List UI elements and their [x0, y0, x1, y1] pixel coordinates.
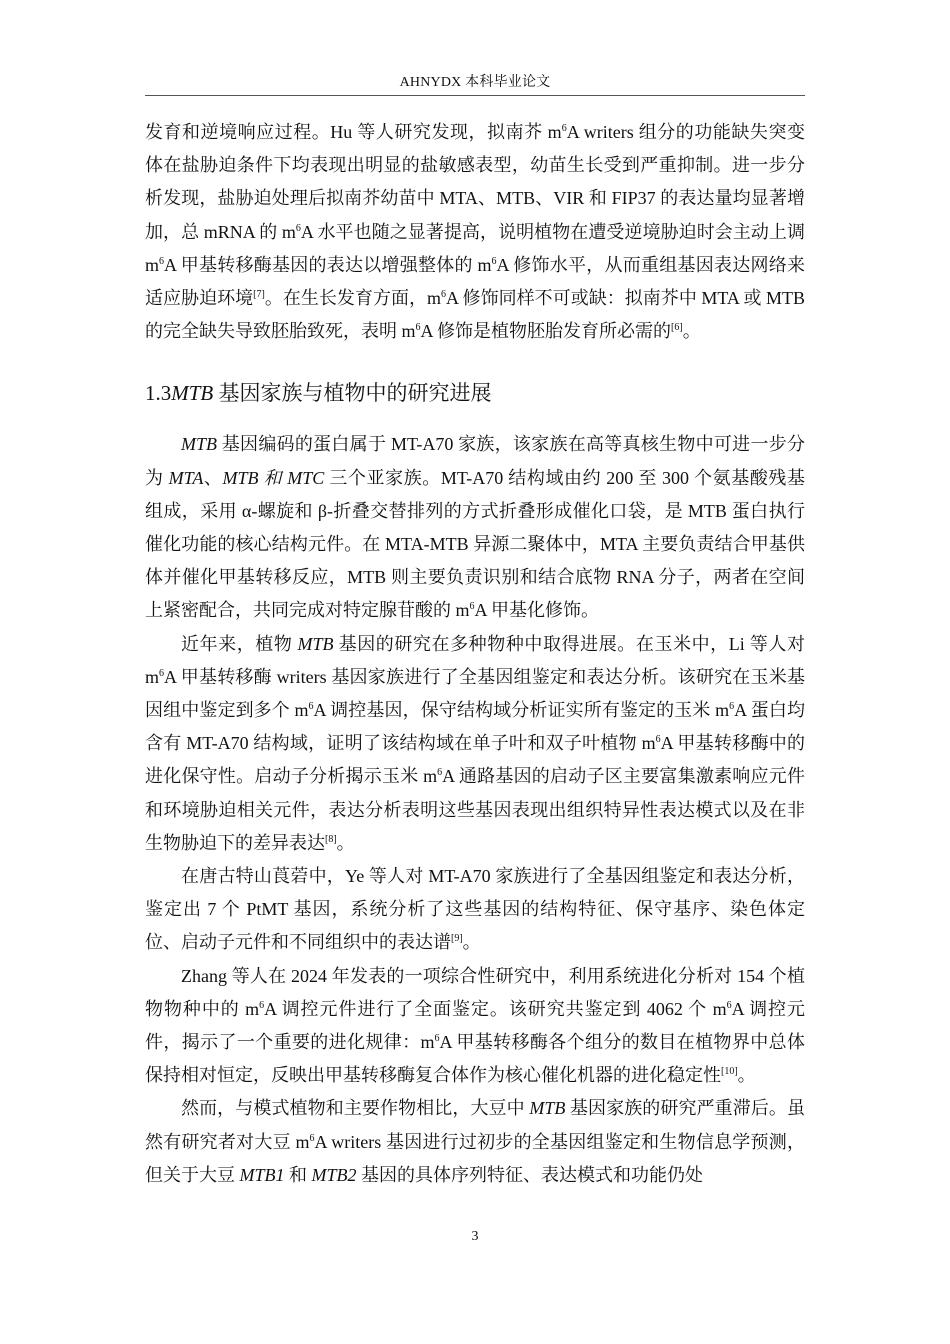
text-run: 基因的具体序列特征、表达模式和功能仍处	[356, 1164, 703, 1185]
text-run: 和	[284, 1164, 312, 1185]
italic-term: MTB 和 MTC	[222, 467, 325, 488]
superscript: 6	[159, 255, 165, 267]
running-header: AHNYDX 本科毕业论文	[399, 75, 551, 90]
text-run: 。在生长发育方面，m	[264, 288, 442, 309]
italic-term: MTB	[529, 1098, 566, 1119]
superscript: 6	[491, 255, 497, 267]
italic-term: MTB	[181, 434, 217, 455]
text-run: 然而，与模式植物和主要作物相比，大豆中	[181, 1098, 530, 1119]
superscript: [8]	[325, 833, 337, 845]
superscript: 6	[159, 667, 165, 679]
italic-term: MTB	[171, 381, 214, 406]
section-heading	[145, 348, 805, 428]
superscript: 6	[441, 289, 447, 301]
text-run: 基因编码的蛋白属于 MT-A70 家族，该家族在高等真核生物中可进一步分为	[145, 434, 805, 488]
text-run: A 修饰是植物胚胎发育所必需的	[420, 321, 672, 342]
text-run: 近年来，植物	[181, 633, 298, 654]
text-run: A 甲基化修饰。	[474, 600, 600, 621]
superscript: 6	[434, 1033, 440, 1045]
text-run: 基因家族的研究严重滞后。虽然有研究者对大豆 m	[145, 1098, 806, 1152]
superscript: 6	[655, 734, 661, 746]
text-run: A 甲基转移酶中的进化保守性。启动子分析揭示玉米 m	[145, 733, 805, 787]
superscript: 6	[437, 767, 443, 779]
italic-term: MTB1	[239, 1164, 285, 1185]
text-run: A 修饰同样不可或缺：拟南芥中 MTA 或 MTB 的完全缺失导致胚胎致死，表明 m	[145, 288, 805, 342]
text-run: A 通路基因的启动子区主要富集激素响应元件和环境胁迫相关元件，表达分析表明这些基因表现出组织特异性表达模式以及在非生物胁迫下的差异表达	[145, 766, 805, 853]
text-run: A 调控元件进行了全面鉴定。该研究共鉴定到 4062 个 m	[264, 998, 727, 1019]
paragraph-p-tang	[145, 860, 805, 960]
text-run: A 修饰水平，从而重组基因表达网络来适应胁迫环境	[145, 254, 805, 309]
header-rule	[145, 95, 805, 96]
superscript: [7]	[253, 289, 265, 301]
text-run: 在唐古特山莨菪中，Ye 等人对 MT-A70 家族进行了全基因组鉴定和表达分析，鉴定出 7 个 PtMT 基因，系统分析了这些基因的结构特征、保守基序、染色体定位、启动子元件和不同组织中的表达谱	[145, 866, 805, 953]
superscript: [9]	[451, 933, 463, 945]
superscript: 6	[729, 701, 735, 713]
text-run: 。	[682, 321, 701, 342]
text-run: 。	[336, 832, 355, 853]
text-run: A 调控基因，保守结构域分析证实所有鉴定的玉米 m	[313, 700, 730, 721]
paragraph-p-continued	[145, 116, 805, 348]
paragraph-p-maize	[145, 628, 805, 860]
superscript: 6	[561, 123, 567, 134]
text-run: A 调控元件，揭示了一个重要的进化规律：m	[145, 998, 805, 1053]
text-run: 发育和逆境响应过程。Hu 等人研究发现，拟南芥 m	[145, 122, 562, 142]
text-run: A 甲基转移酶 writers 基因家族进行了全基因组鉴定和表达分析。该研究在玉米基因组中鉴定到多个 m	[145, 666, 805, 721]
superscript: [6]	[671, 322, 683, 334]
italic-term: MTB	[297, 633, 334, 654]
text-run: A 蛋白均含有 MT-A70 结构域，证明了该结构域在单子叶和双子叶植物 m	[145, 700, 805, 754]
superscript: [10]	[721, 1066, 738, 1078]
text-run: 。	[462, 932, 481, 953]
superscript: 6	[726, 999, 732, 1011]
italic-term: MTB2	[311, 1164, 357, 1185]
superscript: 6	[415, 322, 421, 334]
italic-term: MTA	[168, 467, 204, 488]
superscript: 6	[295, 222, 301, 234]
text-run: 基因的研究在多种物种中取得进展。在玉米中，Li 等人对 m	[145, 633, 805, 687]
text-run: 。	[737, 1065, 756, 1086]
superscript: 6	[308, 701, 314, 713]
text-run: A writers 基因进行过初步的全基因组鉴定和生物信息学预测，但关于大豆	[145, 1131, 805, 1185]
body-text	[145, 116, 805, 1192]
text-run: 基因家族与植物中的研究进展	[213, 381, 492, 406]
paragraph-p-zhang	[145, 960, 805, 1093]
text-run: A 甲基转移酶基因的表达以增强整体的 m	[164, 254, 492, 275]
superscript: 6	[309, 1132, 315, 1144]
page-number: 3	[471, 1229, 479, 1244]
superscript: 6	[469, 601, 475, 613]
text-run: 、	[203, 467, 223, 488]
text-run: A 甲基转移酶各个组分的数目在植物界中总体保持相对恒定，反映出甲基转移酶复合体作为核心催化机器的进化稳定性	[145, 1032, 805, 1086]
text-run: 三个亚家族。MT-A70 结构域由约 200 至 300 个氨基酸残基组成，采用 α-螺旋和 β-折叠交替排列的方式折叠形成催化口袋，是 MTB 蛋白执行催化功能的核心结构元件。在 MTA-MTB 异源二聚体中，MTA 主要负责结合甲基供体并催化甲基转移反应，MTB 则主要负责识别和结合底物 RNA 分子，两者在空间上紧密配合，共同完成对特定腺苷酸的 m	[145, 467, 806, 621]
text-run: Zhang 等人在 2024 年发表的一项综合性研究中，利用系统进化分析对 154 个植物物种中的 m	[145, 965, 805, 1019]
text-run: A writers 组分的功能缺失突变体在盐胁迫条件下均表现出明显的盐敏感表型，幼苗生长受到严重抑制。进一步分析发现，盐胁迫处理后拟南芥幼苗中 MTA、MTB、VIR 和 FIP37 的表达量均显著增加，总 mRNA 的 m	[145, 122, 805, 242]
text-run: A 水平也随之显著提高，说明植物在遭受逆境胁迫时会主动上调 m	[145, 221, 805, 275]
paragraph-p-soybean	[145, 1092, 805, 1192]
text-run: 1.3	[145, 381, 172, 406]
superscript: 6	[259, 999, 265, 1011]
paragraph-p-mtb-family	[145, 428, 805, 627]
